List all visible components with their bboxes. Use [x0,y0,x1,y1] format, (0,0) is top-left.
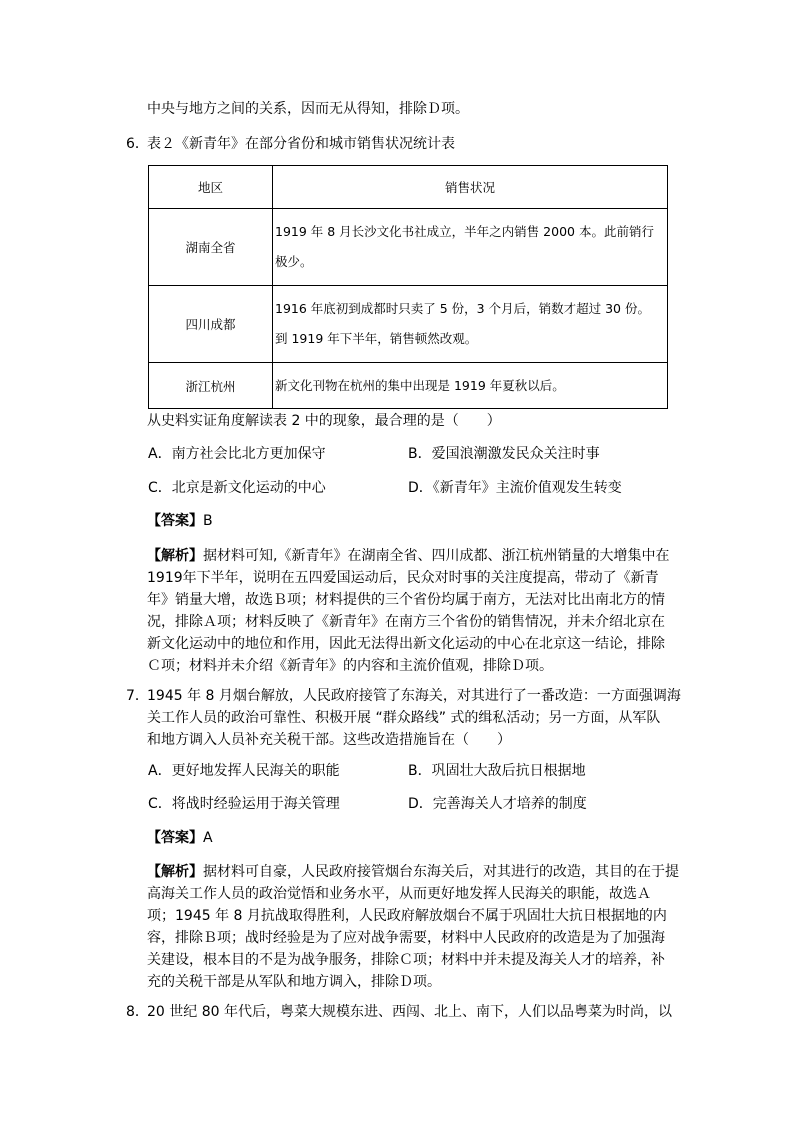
header-sales: 销售状况 [273,166,668,209]
q8-stem: 20 世纪 80 年代后，粤菜大规模东进、西闯、北上、南下，人们以品粤菜为时尚，以 [147,1004,672,1020]
analysis-line: 况，排除Ａ项；材料反映了《新青年》在南方三个省份的销售情况，并未介绍北京在 [147,614,665,630]
analysis-line: 1919年下半年，说明在五四爱国运动后，民众对时事的关注度提高，带动了《新青 [147,570,659,586]
sales-line: 1919 年 8 月长沙文化书社成立，半年之内销售 2000 本。此前销行 [275,224,654,239]
sales-cell [273,209,668,286]
analysis-line: 关建设，根本目的不是为战争服务，排除Ｃ项；材料中并未提及海关人才的培养，补 [147,952,665,968]
table-row [149,209,668,286]
q7-number: 7． [126,688,149,704]
analysis-line: 项；1945 年 8 月抗战取得胜利，人民政府解放烟台不属于巩固壮大抗日根据地的内 [147,908,667,924]
q6-analysis [147,545,670,677]
answer-value: B [203,513,213,529]
q7-option-b[interactable]: B．巩固壮大敌后抗日根据地 [408,763,586,779]
analysis-line: 据材料可自豪，人民政府接管烟台东海关后，对其进行的改造，其目的在于提 [203,864,679,880]
header-region: 地区 [149,166,273,209]
q6-option-b[interactable]: B．爱国浪潮激发民众关注时事 [408,446,600,462]
analysis-label: 【解析】 [147,864,203,880]
region-cell: 四川成都 [149,286,273,363]
analysis-line: 高海关工作人员的政治觉悟和业务水平，从而更好地发挥人民海关的职能，故选Ａ [147,886,651,902]
region-cell: 浙江杭州 [149,363,273,409]
stem-line: 关工作人员的政治可靠性、积极开展 “群众路线” 式的缉私活动；另一方面，从军队 [147,710,661,726]
sales-line: 极少。 [275,254,313,269]
q7-option-a[interactable]: A．更好地发挥人民海关的职能 [148,763,340,779]
analysis-label: 【解析】 [147,548,203,564]
analysis-line: Ｃ项；材料并未介绍《新青年》的内容和主流价值观，排除Ｄ项。 [147,658,553,674]
q7-stem [147,685,681,751]
table-header-row [149,166,668,209]
intro-line: 中央与地方之间的关系，因而无从得知，排除Ｄ项。 [147,101,469,117]
analysis-line: 容，排除Ｂ项；战时经验是为了应对战争需要，材料中人民政府的改造是为了加强海 [147,930,665,946]
q7-option-d[interactable]: D．完善海关人才培养的制度 [408,796,587,812]
analysis-line: 年》销量大增，故选Ｂ项；材料提供的三个省份均属于南方，无法对比出南北方的情 [147,592,665,608]
q6-answer [147,510,667,532]
answer-label: 【答案】 [147,513,203,529]
sales-line: 新文化刊物在杭州的集中出现是 1919 年夏秋以后。 [275,377,565,393]
stem-line: 和地方调入人员补充关税干部。这些改造措施旨在（ ） [147,732,511,748]
q8-number: 8． [126,1004,149,1020]
sales-cell [273,286,668,363]
sales-table [148,165,668,409]
q6-option-d[interactable]: D．《新青年》主流价值观发生转变 [408,480,622,496]
table-row [149,363,668,409]
analysis-line: 充的关税干部是从军队和地方调入，排除Ｄ项。 [147,974,441,990]
q6-table-title: 表２《新青年》在部分省份和城市销售状况统计表 [147,136,455,152]
q7-answer [147,827,667,849]
sales-line: 到 1919 年下半年，销售顿然改观。 [275,331,478,346]
answer-value: A [203,830,213,846]
region-cell: 湖南全省 [149,209,273,286]
q7-option-c[interactable]: C．将战时经验运用于海关管理 [148,796,340,812]
answer-label: 【答案】 [147,830,203,846]
sales-line: 1916 年底初到成都时只卖了 5 份，3 个月后，销数才超过 30 份。 [275,301,650,316]
q6-option-c[interactable]: C．北京是新文化运动的中心 [148,480,326,496]
sales-cell [273,363,668,409]
q6-stem: 从史料实证角度解读表 2 中的现象，最合理的是（ ） [147,413,501,429]
q6-number: 6． [126,136,149,152]
stem-line: 1945 年 8 月烟台解放，人民政府接管了东海关，对其进行了一番改造：一方面强调海 [147,688,681,704]
analysis-line: 新文化运动中的地位和作用，因此无法得出新文化运动的中心在北京这一结论，排除 [147,636,665,652]
q6-option-a[interactable]: A．南方社会比北方更加保守 [148,446,326,462]
table-row [149,286,668,363]
q7-analysis [147,861,679,993]
analysis-line: 据材料可知,《新青年》在湖南全省、四川成都、浙江杭州销量的大增集中在 [203,548,670,564]
